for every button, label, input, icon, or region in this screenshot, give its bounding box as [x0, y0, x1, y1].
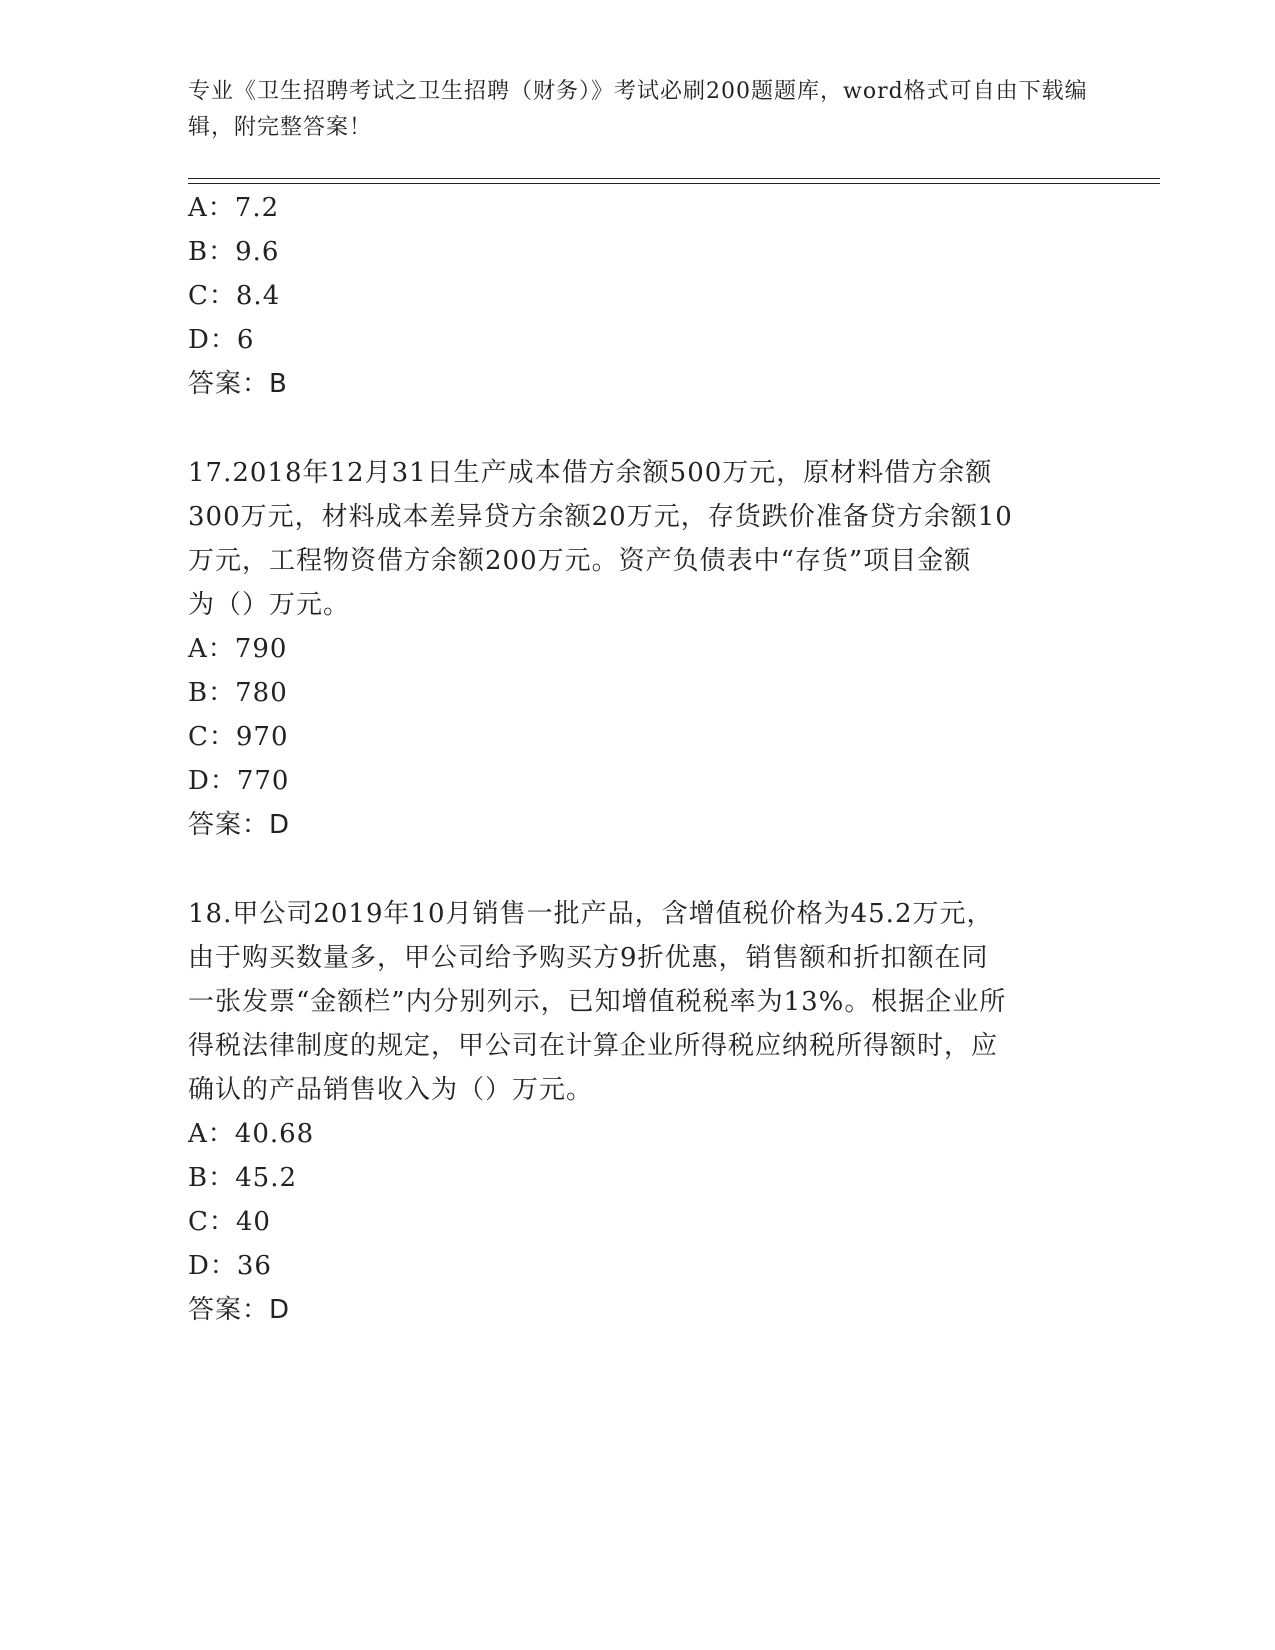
question-18-line-2: 由于购买数量多，甲公司给予购买方9折优惠，销售额和折扣额在同	[188, 943, 989, 973]
option-b: B：780	[188, 678, 288, 708]
option-b: B：9.6	[188, 237, 280, 267]
option-c: C：40	[188, 1207, 271, 1237]
answer-label: 答案：D	[188, 1295, 291, 1325]
option-a: A：7.2	[188, 193, 280, 223]
option-b: B：45.2	[188, 1163, 297, 1193]
option-d: D：770	[188, 766, 290, 796]
option-c: C：8.4	[188, 281, 281, 311]
answer-label: 答案：B	[188, 369, 288, 399]
option-a: A：790	[188, 634, 288, 664]
question-18-line-3: 一张发票“金额栏”内分别列示，已知增值税税率为13%。根据企业所	[188, 987, 1007, 1017]
question-18-line-4: 得税法律制度的规定，甲公司在计算企业所得税应纳税所得额时，应	[188, 1031, 999, 1061]
header-rule-top	[188, 178, 1160, 179]
question-17-line-1: 17.2018年12月31日生产成本借方余额500万元，原材料借方余额	[188, 458, 993, 488]
question-17-line-2: 300万元，材料成本差异贷方余额20万元，存货跌价准备贷方余额10	[188, 502, 1013, 532]
question-17-line-3: 万元，工程物资借方余额200万元。资产负债表中“存货”项目金额	[188, 546, 972, 576]
header-rule-bottom	[188, 183, 1160, 184]
question-18-line-5: 确认的产品销售收入为（）万元。	[188, 1075, 594, 1105]
document-header: 专业《卫生招聘考试之卫生招聘（财务）》考试必刷200题题库，word格式可自由下载编辑，附完整答案！	[188, 79, 1088, 140]
option-d: D：36	[188, 1251, 272, 1281]
option-a: A：40.68	[188, 1119, 315, 1149]
answer-label: 答案：D	[188, 810, 291, 840]
question-17-line-4: 为（）万元。	[188, 590, 351, 620]
option-d: D：6	[188, 325, 255, 355]
option-c: C：970	[188, 722, 289, 752]
question-18-line-1: 18.甲公司2019年10月销售一批产品，含增值税价格为45.2万元，	[188, 899, 994, 929]
